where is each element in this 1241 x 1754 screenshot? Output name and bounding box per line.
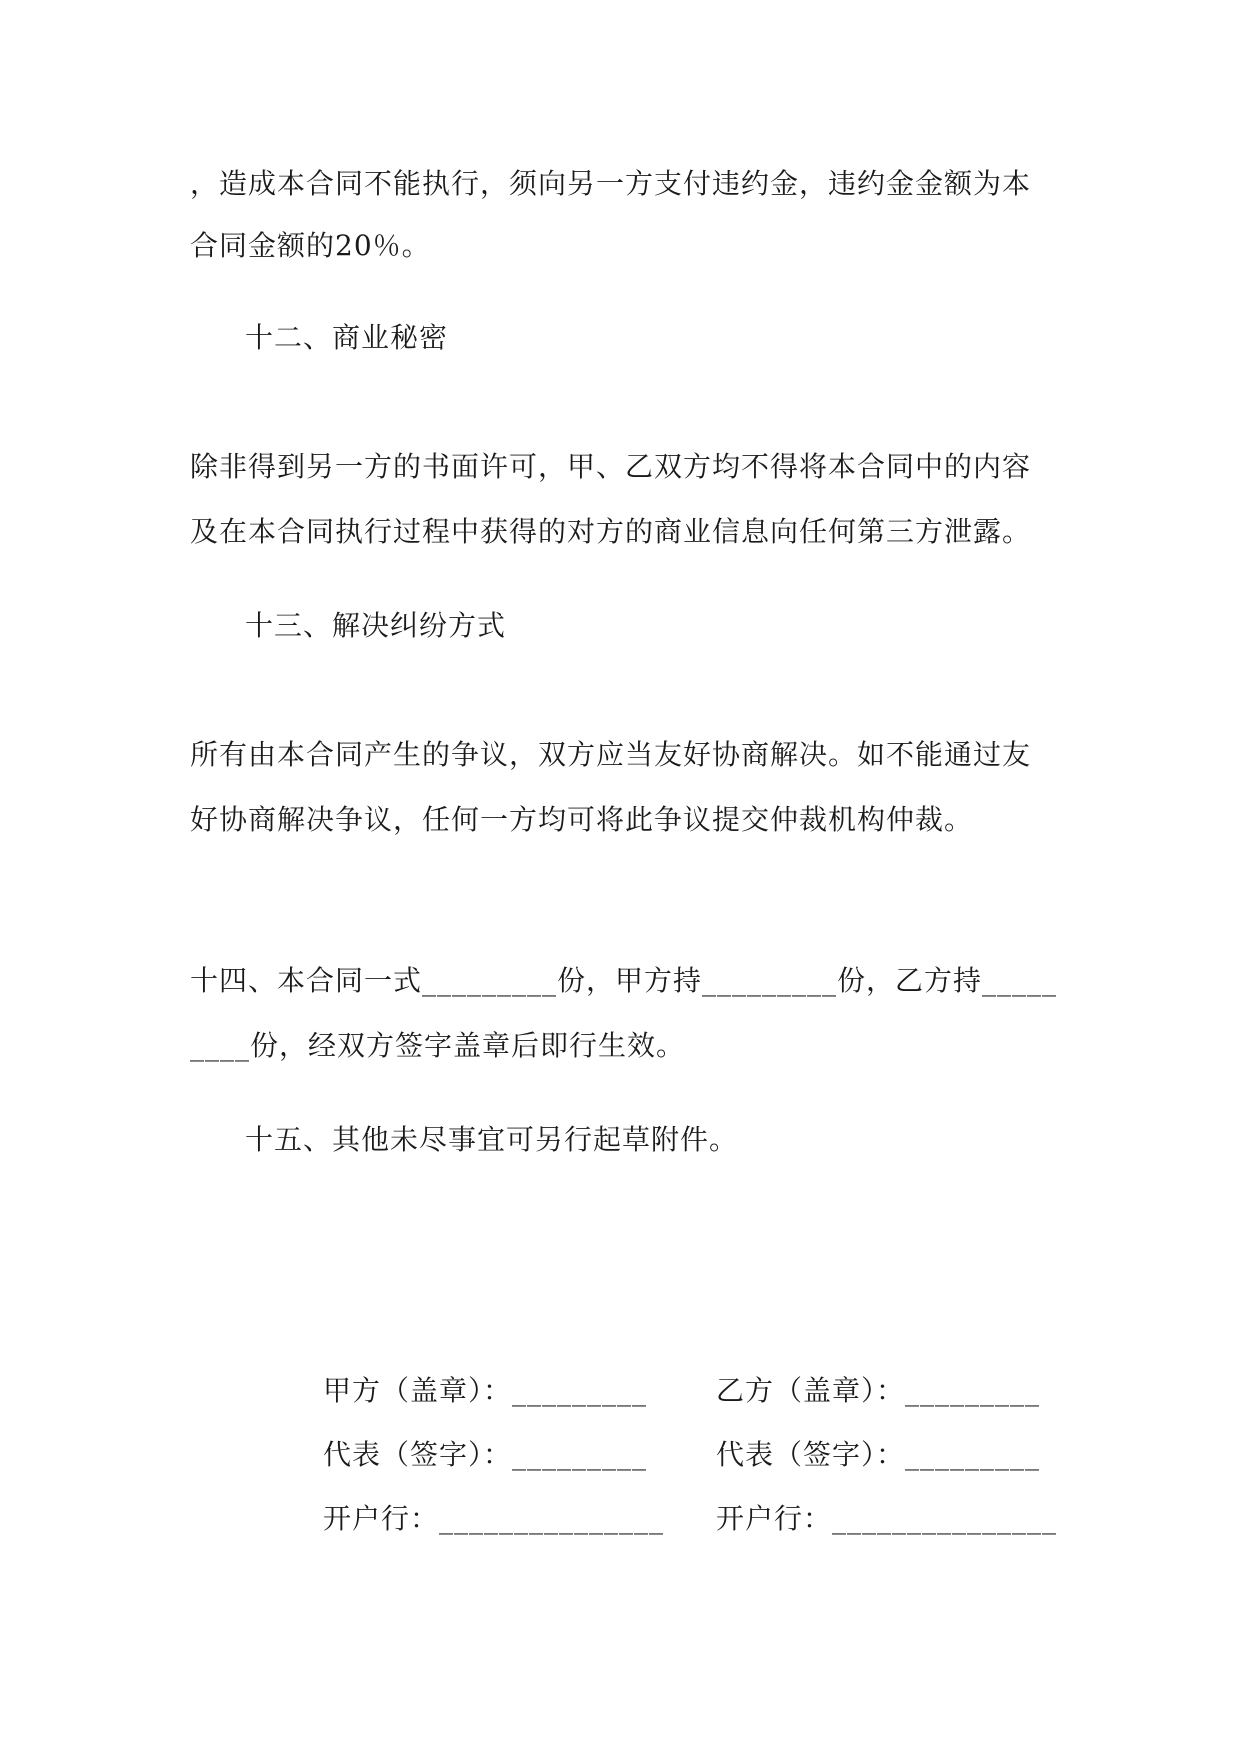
clause-11-text-line-2: 合同金额的20％。 (190, 229, 431, 262)
clause-15-text: 十五、其他未尽事宜可另行起草附件。 (245, 1123, 739, 1156)
party-b-representative-field: 代表（签字）：_________ (716, 1438, 1041, 1471)
clause-13-text-line-2: 好协商解决争议，任何一方均可将此争议提交仲裁机构仲裁。 (190, 803, 974, 836)
party-b-seal-field: 乙方（盖章）：_________ (716, 1374, 1041, 1407)
clause-14-text-line-1: 十四、本合同一式_________份，甲方持_________份，乙方持_____ (190, 964, 1058, 997)
clause-13-text-line-1: 所有由本合同产生的争议，双方应当友好协商解决。如不能通过友 (190, 738, 1032, 771)
party-a-bank-field: 开户行：_______________ (323, 1502, 665, 1535)
party-a-representative-field: 代表（签字）：_________ (323, 1438, 648, 1471)
party-b-bank-field: 开户行：_______________ (716, 1502, 1058, 1535)
clause-12-text-line-2: 及在本合同执行过程中获得的对方的商业信息向任何第三方泄露。 (190, 515, 1032, 548)
clause-12-heading: 十二、商业秘密 (245, 321, 449, 354)
clause-12-text-line-1: 除非得到另一方的书面许可，甲、乙双方均不得将本合同中的内容 (190, 450, 1032, 483)
clause-11-text-line-1: ，造成本合同不能执行，须向另一方支付违约金，违约金金额为本 (190, 167, 1032, 200)
party-a-seal-field: 甲方（盖章）：_________ (323, 1374, 648, 1407)
clause-14-text-line-2: ____份，经双方签字盖章后即行生效。 (190, 1029, 686, 1062)
clause-13-heading: 十三、解决纠纷方式 (245, 609, 507, 642)
